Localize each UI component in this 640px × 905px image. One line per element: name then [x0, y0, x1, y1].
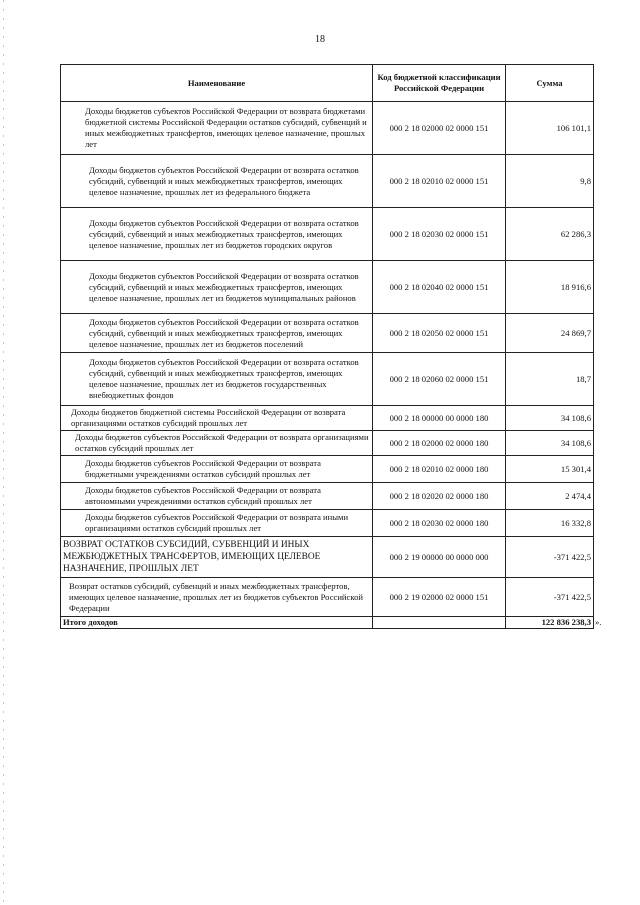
page-number: 18: [315, 34, 325, 45]
row-code-cell: 000 2 18 02000 02 0000 151: [373, 102, 506, 155]
row-code-cell: 000 2 18 02000 02 0000 180: [373, 431, 506, 456]
table-row: [61, 261, 594, 314]
row-amount-cell: -371 422,5: [506, 578, 594, 617]
row-code-cell: 000 2 18 02010 02 0000 151: [373, 155, 506, 208]
row-amount-cell: 18 916,6: [506, 261, 594, 314]
row-amount-cell: 34 108,6: [506, 431, 594, 456]
row-name-cell: Доходы бюджетов субъектов Российской Федерации от возврата остатков субсидий, субвенций и иных межбюджетных трансфертов, имеющих целевое назначение, прошлых лет из бюджетов государственных внебюджетных фондов: [61, 353, 373, 406]
row-amount-cell: 15 301,4: [506, 456, 594, 483]
total-name-cell: Итого доходов: [61, 617, 373, 629]
row-amount-cell: 9,8: [506, 155, 594, 208]
row-amount-cell: 62 286,3: [506, 208, 594, 261]
table-row: [61, 431, 594, 456]
table-row: [61, 208, 594, 261]
row-code-cell: 000 2 18 02020 02 0000 180: [373, 483, 506, 510]
row-amount-cell: 2 474,4: [506, 483, 594, 510]
row-name-cell: Доходы бюджетов субъектов Российской Федерации от возврата организациями остатков субсидий прошлых лет: [61, 431, 373, 456]
row-code-cell: 000 2 18 02040 02 0000 151: [373, 261, 506, 314]
row-amount-cell: 106 101,1: [506, 102, 594, 155]
table-row: [61, 406, 594, 431]
row-name-cell: Возврат остатков субсидий, субвенций и иных межбюджетных трансфертов, имеющих целевое назначение, прошлых лет из бюджетов субъектов Российской Федерации: [61, 578, 373, 617]
row-name-cell: Доходы бюджетов субъектов Российской Федерации от возврата автономными учреждениями остатков субсидий прошлых лет: [61, 483, 373, 510]
row-code-cell: 000 2 19 00000 00 0000 000: [373, 537, 506, 578]
row-code-cell: 000 2 19 02000 02 0000 151: [373, 578, 506, 617]
row-amount-cell: -371 422,5: [506, 537, 594, 578]
total-row: [61, 617, 594, 629]
row-name-cell: ВОЗВРАТ ОСТАТКОВ СУБСИДИЙ, СУБВЕНЦИЙ И ИНЫХ МЕЖБЮДЖЕТНЫХ ТРАНСФЕРТОВ, ИМЕЮЩИХ ЦЕЛЕВОЕ НАЗНАЧЕНИЕ, ПРОШЛЫХ ЛЕТ: [61, 537, 373, 578]
row-name-cell: Доходы бюджетов субъектов Российской Федерации от возврата остатков субсидий, субвенций и иных межбюджетных трансфертов, имеющих целевое назначение, прошлых лет из бюджетов муниципальных районов: [61, 261, 373, 314]
header-name: Наименование: [61, 65, 373, 102]
budget-revenue-table: [60, 64, 594, 629]
table-row: [61, 314, 594, 353]
row-amount-cell: 16 332,8: [506, 510, 594, 537]
table-row: [61, 510, 594, 537]
row-name-cell: Доходы бюджетов субъектов Российской Федерации от возврата бюджетами бюджетной системы Российской Федерации остатков субсидий, субвенций и иных межбюджетных трансфертов, имеющих целевое назначение, прошлых лет: [61, 102, 373, 155]
row-name-cell: Доходы бюджетов субъектов Российской Федерации от возврата остатков субсидий, субвенций и иных межбюджетных трансфертов, имеющих целевое назначение, прошлых лет из бюджетов поселений: [61, 314, 373, 353]
row-amount-cell: 18,7: [506, 353, 594, 406]
header-amount: Сумма: [506, 65, 594, 102]
row-name-cell: Доходы бюджетов субъектов Российской Федерации от возврата остатков субсидий, субвенций и иных межбюджетных трансфертов, имеющих целевое назначение, прошлых лет из федерального бюджета: [61, 155, 373, 208]
table-row: [61, 537, 594, 578]
row-name-cell: Доходы бюджетов субъектов Российской Федерации от возврата бюджетными учреждениями остатков субсидий прошлых лет: [61, 456, 373, 483]
row-code-cell: 000 2 18 02030 02 0000 151: [373, 208, 506, 261]
table-row: [61, 353, 594, 406]
header-code: Код бюджетной классификации Российской Федерации: [373, 65, 506, 102]
row-name-cell: Доходы бюджетов субъектов Российской Федерации от возврата остатков субсидий, субвенций и иных межбюджетных трансфертов, имеющих целевое назначение, прошлых лет из бюджетов городских округов: [61, 208, 373, 261]
row-amount-cell: 34 108,6: [506, 406, 594, 431]
row-code-cell: 000 2 18 00000 00 0000 180: [373, 406, 506, 431]
row-code-cell: 000 2 18 02030 02 0000 180: [373, 510, 506, 537]
total-amount-cell: 122 836 238,3: [506, 617, 594, 629]
row-code-cell: 000 2 18 02060 02 0000 151: [373, 353, 506, 406]
table-row: [61, 456, 594, 483]
total-code-cell: [373, 617, 506, 629]
table-row: [61, 102, 594, 155]
table-row: [61, 483, 594, 510]
row-amount-cell: 24 869,7: [506, 314, 594, 353]
row-name-cell: Доходы бюджетов бюджетной системы Российской Федерации от возврата организациями остатков субсидий прошлых лет: [61, 406, 373, 431]
row-name-cell: Доходы бюджетов субъектов Российской Федерации от возврата иными организациями остатков субсидий прошлых лет: [61, 510, 373, 537]
row-code-cell: 000 2 18 02010 02 0000 180: [373, 456, 506, 483]
trailing-mark: ».: [595, 617, 602, 627]
scan-edge-artifact: [3, 0, 4, 905]
table-row: [61, 578, 594, 617]
table-header-row: [61, 65, 594, 102]
row-code-cell: 000 2 18 02050 02 0000 151: [373, 314, 506, 353]
table-row: [61, 155, 594, 208]
